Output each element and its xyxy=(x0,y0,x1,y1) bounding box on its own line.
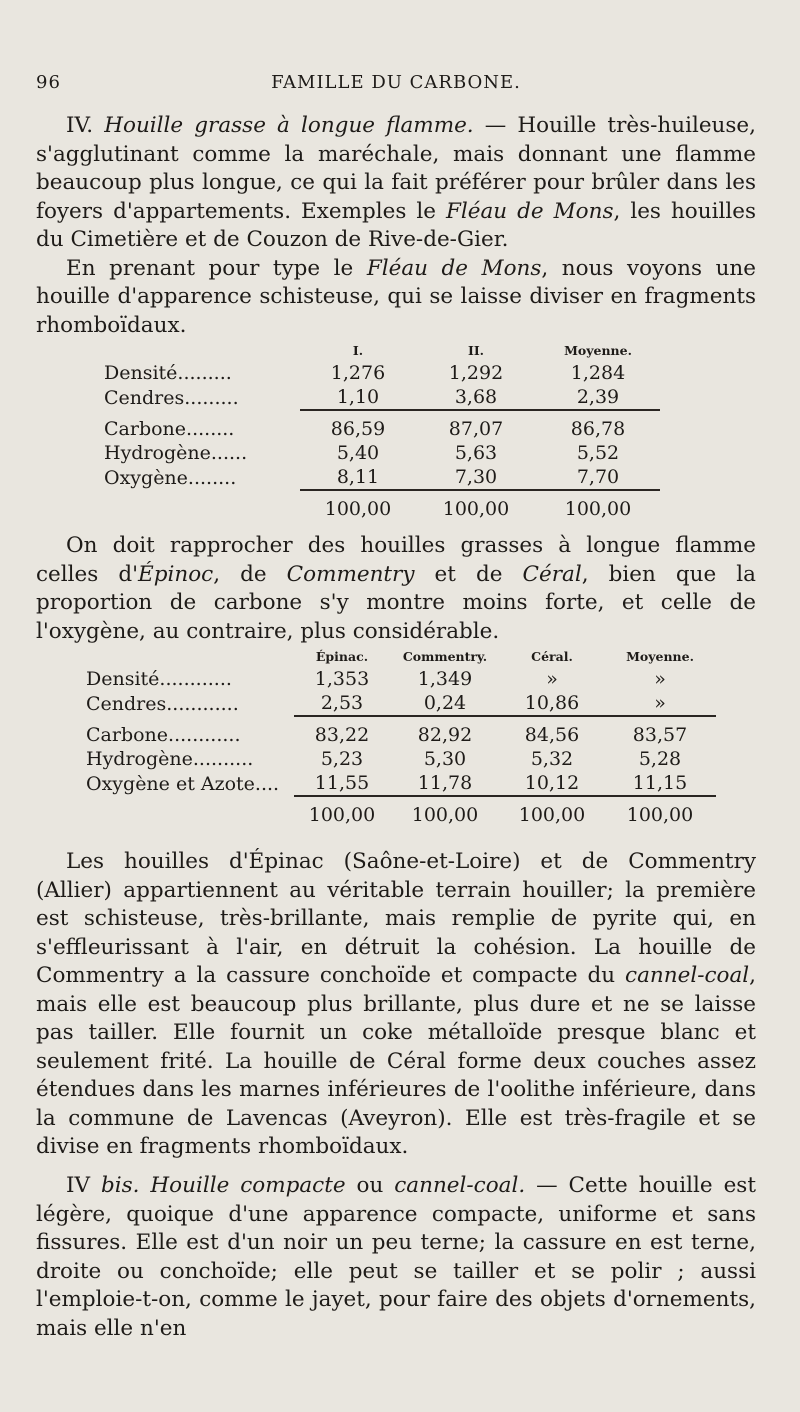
table-cell: 2,39 xyxy=(536,385,660,410)
table-cell: » xyxy=(546,668,558,690)
column-header: Céral. xyxy=(531,649,573,664)
table-cell: 7,70 xyxy=(536,465,660,490)
column-header: Moyenne. xyxy=(564,343,632,358)
table-cell: 10,12 xyxy=(500,771,604,796)
total-cell: 100,00 xyxy=(411,804,479,826)
paragraph-text: , mais elle est beaucoup plus brillante, plus dure et ne se laisse pas tailler. Elle fournit un coke métalloïde presque blanc et seulement frité. La houille de Céral forme deux couches assez étendues dans les marnes inférieures de l'oolithe inférieure, dans la commune de Lavencas (Aveyron). Elle est très-fragile et se divise en fragments rhomboïdaux. xyxy=(36,963,756,1159)
row-label: Densité......... xyxy=(104,362,232,384)
term-name: cannel-coal xyxy=(625,963,750,988)
table-row xyxy=(104,361,660,385)
table-cell: 1,276 xyxy=(330,362,386,384)
table-cell: 5,40 xyxy=(336,442,380,464)
paragraph-iv-bis xyxy=(36,1172,756,1343)
table-cell: 11,55 xyxy=(294,771,390,796)
table-cell: 0,24 xyxy=(390,691,500,716)
paragraph-iv xyxy=(36,112,756,255)
table-row xyxy=(86,723,716,747)
row-label: Densité............ xyxy=(86,668,232,690)
paragraph-text: Les houilles d'Épinac (Saône-et-Loire) et de Commentry (Allier) appartiennent au véritable terrain houiller; la première est schisteuse, très-brillante, mais remplie de pyrite qui, en s'effleurissant à l'air, en détruit la cohésion. La houille de Commentry a la cassure conchoïde et compacte du xyxy=(36,849,756,988)
table-header-row xyxy=(104,340,660,361)
example-name: Fléau de Mons xyxy=(445,198,614,224)
table-row xyxy=(104,385,660,410)
table-row xyxy=(86,667,716,691)
paragraph-text: — Houille très-huileuse, s'agglutinant comme la maréchale, mais donnant une flamme beaucoup plus longue, ce qui la fait préférer pour brûler dans les foyers d'appartements. Exemples le xyxy=(36,113,756,224)
table-cell: 87,07 xyxy=(448,418,504,440)
table-cell: 5,63 xyxy=(454,442,498,464)
table-total-row xyxy=(86,803,716,827)
table-cell: 1,292 xyxy=(448,362,504,384)
example-name: Fléau de Mons xyxy=(366,255,542,281)
table-cell: 5,28 xyxy=(638,748,682,770)
column-header: I. xyxy=(352,343,364,358)
paragraph-text: , les houilles du Cimetière et de Couzon de Rive-de-Gier. xyxy=(36,198,756,252)
description-text xyxy=(36,848,756,1162)
table-cell: 86,78 xyxy=(570,418,626,440)
table-cell: 8,11 xyxy=(300,465,416,490)
table-cell: 7,30 xyxy=(416,465,536,490)
section-iv-text xyxy=(36,112,756,340)
paragraph-text: On doit rapprocher des houilles grasses à longue flamme celles d' xyxy=(36,533,756,587)
table-cell: 1,284 xyxy=(570,362,626,384)
paragraph-text: , nous voyons une houille d'apparence schisteuse, qui se laisse diviser en fragments rhomboïdaux. xyxy=(36,255,756,338)
row-label: Hydrogène.......... xyxy=(86,748,254,770)
paragraph-comparison xyxy=(36,532,756,646)
total-cell: 100,00 xyxy=(308,804,376,826)
column-header: II. xyxy=(467,343,485,358)
table-cell: 82,92 xyxy=(417,724,473,746)
table-row xyxy=(104,465,660,490)
table-cell: 3,68 xyxy=(416,385,536,410)
table-cell: 1,353 xyxy=(314,668,370,690)
table-cell: 84,56 xyxy=(524,724,580,746)
paragraph-text: et de xyxy=(414,561,523,587)
table-row xyxy=(86,691,716,716)
place-name: Commentry xyxy=(286,561,415,587)
paragraph-text: En prenant pour type le xyxy=(66,255,367,281)
table-cell: 11,78 xyxy=(390,771,500,796)
row-label: Hydrogène...... xyxy=(104,442,248,464)
comparison-text xyxy=(36,532,756,646)
row-label: Carbone........ xyxy=(104,418,235,440)
section-number: IV. xyxy=(66,113,94,138)
running-header xyxy=(36,72,756,100)
table-cell: 1,349 xyxy=(417,668,473,690)
table-cell: 11,15 xyxy=(604,771,716,796)
running-title: FAMILLE DU CARBONE. xyxy=(271,72,521,93)
paragraph-text: , bien que la proportion de carbone s'y montre moins forte, et celle de l'oxygène, au contraire, plus considérable. xyxy=(36,561,756,644)
table-cell: » xyxy=(604,691,716,716)
table-cell: 2,53 xyxy=(294,691,390,716)
table-row xyxy=(86,747,716,771)
paragraph-type xyxy=(36,255,756,341)
table-row xyxy=(86,771,716,796)
place-name: Épinoc xyxy=(138,561,214,587)
table-row xyxy=(104,441,660,465)
column-header: Commentry. xyxy=(402,649,488,664)
section-iv-bis-text xyxy=(36,1172,756,1343)
term-name: cannel-coal. xyxy=(394,1173,526,1198)
table-cell: 1,10 xyxy=(300,385,416,410)
table-cell: 83,57 xyxy=(632,724,688,746)
table-cell: » xyxy=(654,668,666,690)
section-title: bis. Houille compacte xyxy=(100,1173,346,1198)
paragraph-text: — Cette houille est légère, quoique d'une apparence compacte, uniforme et sans fissures. Elle est d'un noir un peu terne; la cassure en est terne, droite ou conchoïde; elle peut se tailler et se polir ; aussi l'emploie-t-on, comme le jayet, pour faire des objets d'ornements, mais elle n'en xyxy=(36,1173,756,1341)
table-cell: 5,23 xyxy=(320,748,364,770)
paragraph-text: , de xyxy=(213,561,287,587)
column-header: Moyenne. xyxy=(626,649,694,664)
total-cell: 100,00 xyxy=(518,804,586,826)
row-label: Cendres............ xyxy=(86,692,239,715)
table-row xyxy=(104,417,660,441)
total-cell: 100,00 xyxy=(564,498,632,520)
row-label: Oxygène........ xyxy=(104,466,237,489)
row-label: Cendres......... xyxy=(104,386,239,409)
section-title: Houille grasse à longue flamme. xyxy=(104,113,474,138)
section-number: IV xyxy=(66,1173,91,1198)
table-cell: 10,86 xyxy=(500,691,604,716)
row-label: Carbone............ xyxy=(86,724,241,746)
table-total-row xyxy=(104,497,660,521)
composition-table-1 xyxy=(104,340,660,521)
table-cell: 5,32 xyxy=(530,748,574,770)
total-cell: 100,00 xyxy=(324,498,392,520)
column-header: Épinac. xyxy=(315,649,369,664)
composition-table-2 xyxy=(86,646,716,827)
page-number: 96 xyxy=(36,72,61,93)
table-cell: 86,59 xyxy=(330,418,386,440)
total-cell: 100,00 xyxy=(626,804,694,826)
row-label: Oxygène et Azote.... xyxy=(86,772,280,795)
table-header-row xyxy=(86,646,716,667)
total-cell: 100,00 xyxy=(442,498,510,520)
table-cell: 5,52 xyxy=(576,442,620,464)
paragraph-description xyxy=(36,848,756,1162)
place-name: Céral xyxy=(522,561,582,587)
table-cell: 5,30 xyxy=(423,748,467,770)
paragraph-text: ou xyxy=(345,1173,395,1198)
table-cell: 83,22 xyxy=(314,724,370,746)
